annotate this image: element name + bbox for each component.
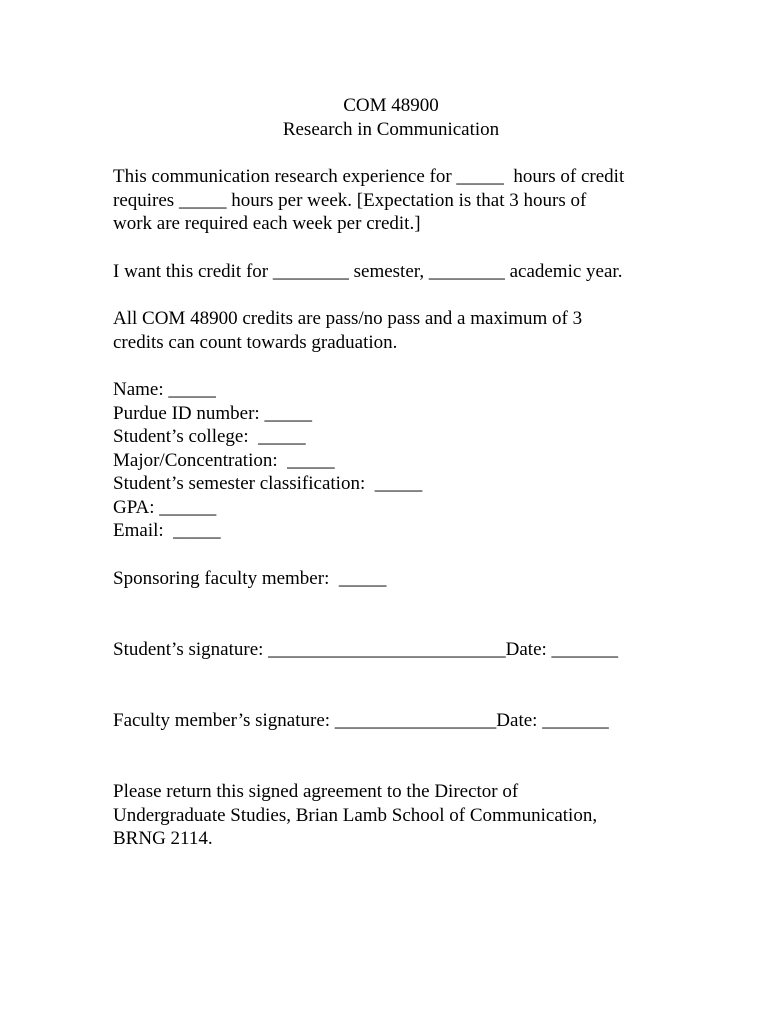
intro-paragraph (113, 165, 673, 236)
sponsor-field: Sponsoring faculty member: _____ (113, 567, 387, 589)
student-signature-line: Student’s signature: _________________________Date: _______ (113, 639, 619, 660)
policy-line-1: All COM 48900 credits are pass/no pass and a maximum of 3 (113, 308, 583, 329)
footer-line-3: BRNG 2114. (113, 828, 213, 849)
faculty-signature-line: Faculty member’s signature: _________________Date: _______ (113, 709, 609, 731)
classification-field: Student’s semester classification: _____ (113, 473, 423, 494)
student-info-block (113, 378, 673, 543)
college-field: Student’s college: _____ (113, 426, 306, 447)
intro-line-1: This communication research experience for _____ hours of credit (113, 166, 625, 187)
term-paragraph (113, 260, 673, 284)
intro-line-3: work are required each week per credit.] (113, 213, 421, 234)
course-title: Research in Communication (282, 118, 500, 140)
sponsor-block (113, 567, 673, 591)
term-line: I want this credit for ________ semester, ________ academic year. (113, 260, 623, 282)
name-field: Name: _____ (113, 379, 216, 400)
return-instructions (113, 780, 673, 851)
email-field: Email: _____ (113, 520, 221, 541)
footer-line-1: Please return this signed agreement to the Director of (113, 781, 519, 802)
course-code: COM 48900 (343, 95, 439, 116)
footer-line-2: Undergraduate Studies, Brian Lamb School of Communication, (113, 804, 598, 826)
policy-paragraph (113, 307, 673, 354)
document-page (113, 94, 673, 851)
intro-line-2: requires _____ hours per week. [Expectation is that 3 hours of (113, 189, 587, 211)
policy-line-2: credits can count towards graduation. (113, 331, 398, 353)
document-header (111, 94, 671, 141)
major-field: Major/Concentration: _____ (113, 449, 335, 471)
purdue-id-field: Purdue ID number: _____ (113, 402, 312, 424)
gpa-field: GPA: ______ (113, 496, 217, 518)
